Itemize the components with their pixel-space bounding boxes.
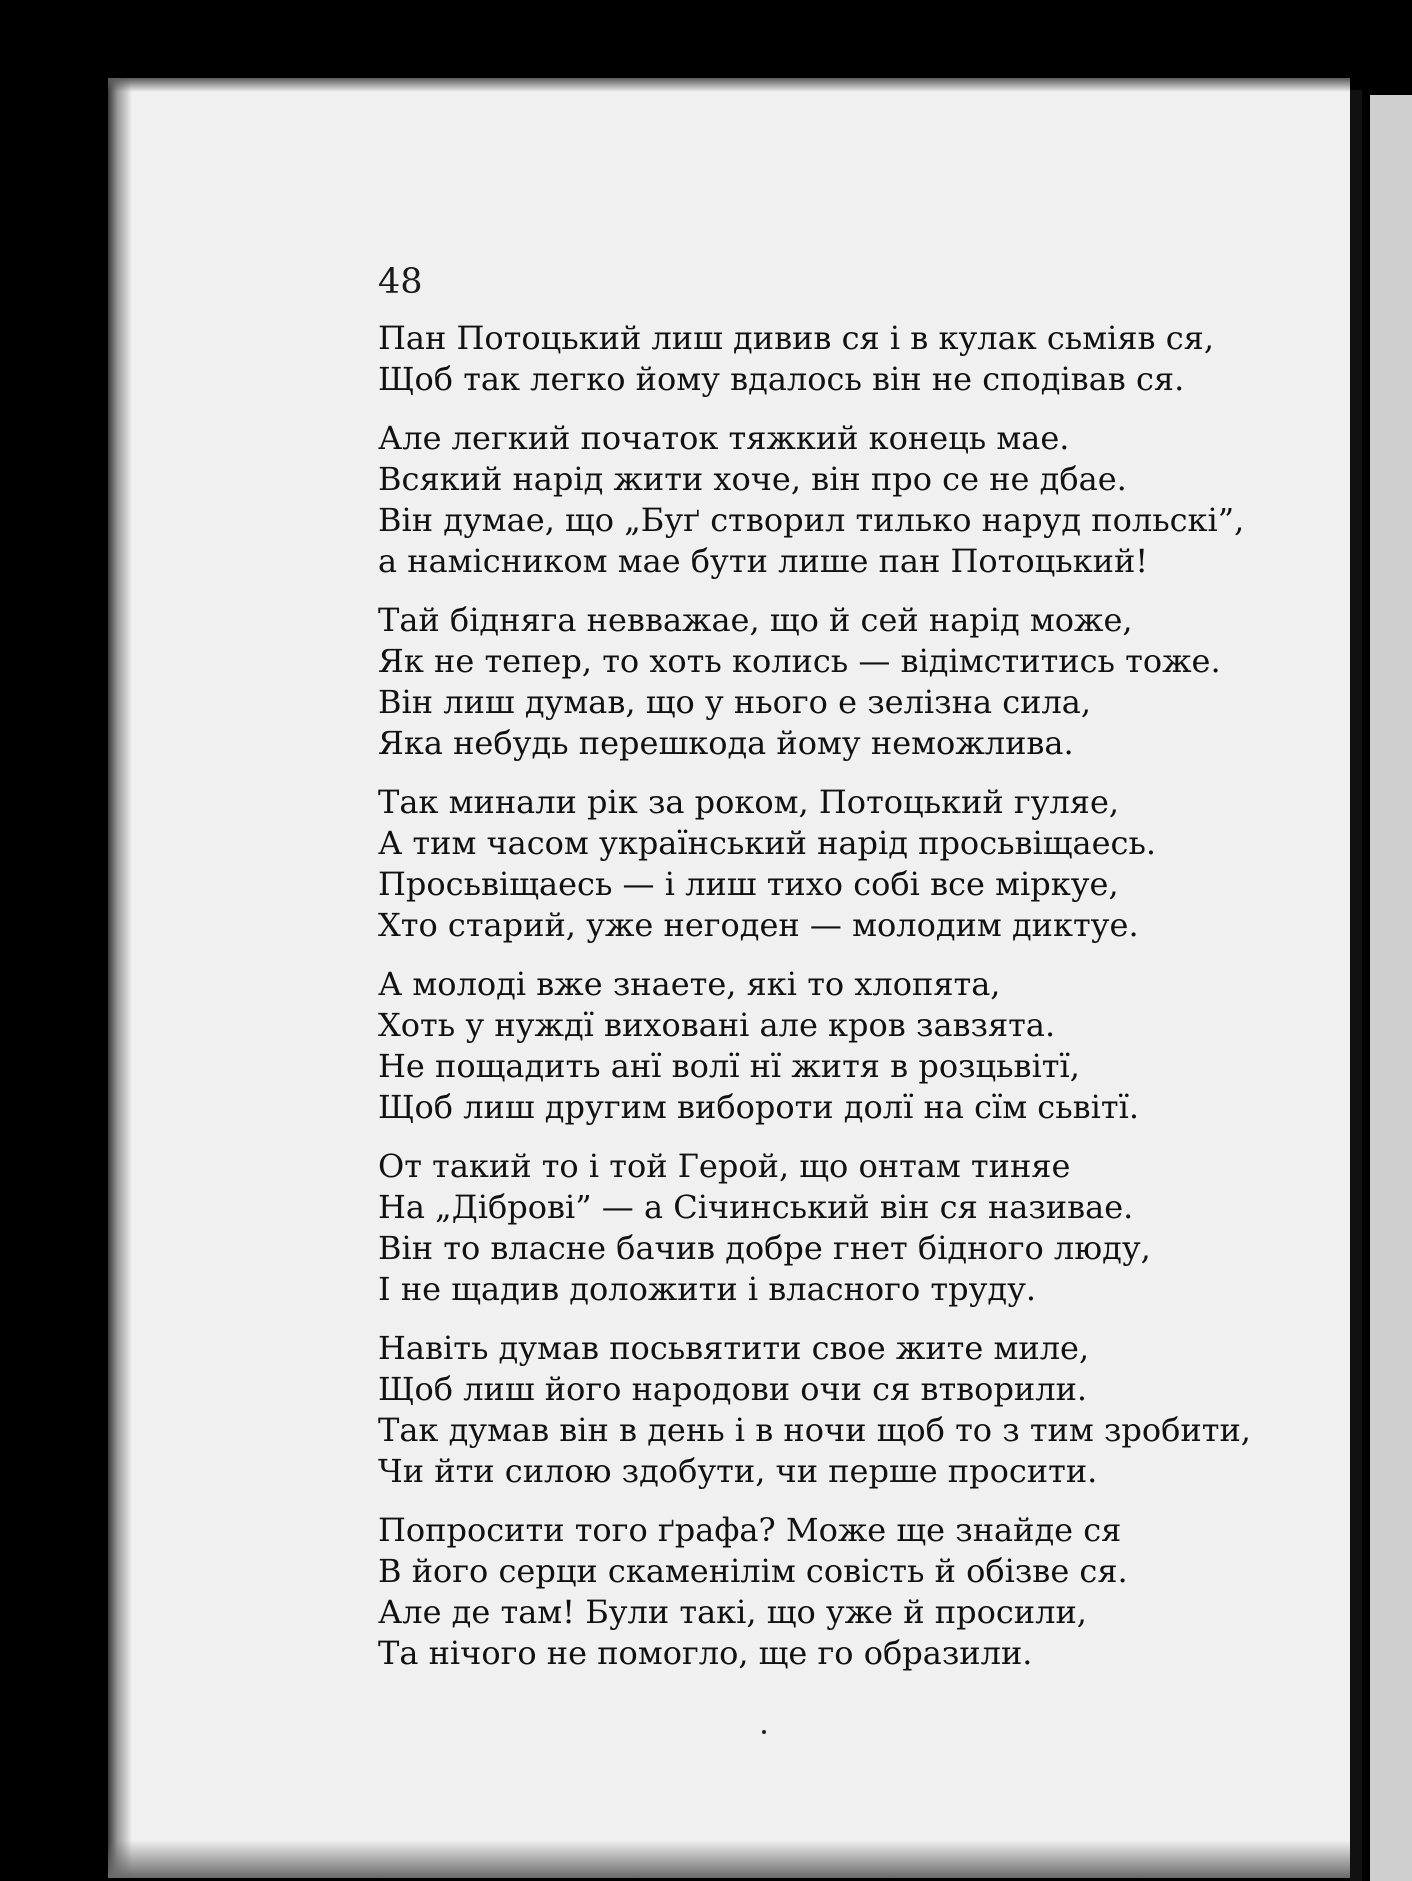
- poem-line: Та нічого не помогло, ще го образили.: [378, 1634, 1033, 1672]
- poem-line: Він то власне бачив добре гнет бідного люду,: [378, 1229, 1151, 1267]
- poem-line: Хто старий, уже негоден — молодим диктуе.: [378, 906, 1139, 944]
- poem-line: От такий то і той Герой, що онтам тиняе: [378, 1147, 1071, 1185]
- stanza: [378, 782, 1238, 946]
- stanza: [378, 418, 1245, 582]
- book-gutter: [1350, 90, 1362, 1881]
- poem-line: Просьвіщаесь — і лиш тихо собі все міркуе,: [378, 865, 1119, 903]
- poem-line: Він думае, що „Буґ створил тилько наруд польскі”,: [378, 501, 1245, 539]
- poem-line: Але де там! Були такі, що уже й просили,: [378, 1593, 1087, 1631]
- print-speck: [762, 1730, 766, 1734]
- poem-line: Як не тепер, то хоть колись — відімститись тоже.: [378, 642, 1221, 680]
- poem-line: Але легкий початок тяжкий конець мае.: [378, 419, 1070, 457]
- poem-line: Щоб так легко йому вдалось він не сподівав ся.: [378, 360, 1185, 398]
- poem-line: А тим часом український нарід просьвіщаесь.: [378, 824, 1157, 862]
- poem-line: Чи йти силою здобути, чи перше просити.: [378, 1452, 1098, 1490]
- stanza: [378, 600, 1238, 764]
- poem-line: В його серци скаменілім совість й обізве ся.: [378, 1552, 1128, 1590]
- stanza: [378, 1328, 1251, 1492]
- poem-line: Пан Потоцький лиш дивив ся і в кулак сьміяв ся,: [378, 319, 1214, 357]
- poem-line: Так минали рік за роком, Потоцький гуляе,: [378, 783, 1120, 821]
- adjacent-page-edge: [1370, 95, 1412, 1881]
- poem-line: а намісником мае бути лише пан Потоцький!: [378, 542, 1149, 580]
- poem-line: Тай бідняга невважае, що й сей нарід може,: [378, 601, 1133, 639]
- stanza: [378, 318, 1238, 400]
- poem-line: Навіть думав посьвятити свое жите миле,: [378, 1329, 1090, 1367]
- poem-line: Так думав він в день і в ночи щоб то з тим зробити,: [378, 1411, 1251, 1449]
- stanza: [378, 964, 1238, 1128]
- page-number: 48: [378, 262, 423, 302]
- poem-line: На „Діброві” — а Січинський він ся називае.: [378, 1188, 1134, 1226]
- poem-line: Всякий нарід жити хоче, він про се не дбае.: [378, 460, 1127, 498]
- poem-line: І не щадив доложити і власного труду.: [378, 1270, 1037, 1308]
- page-binding-shadow: [108, 78, 132, 1878]
- page-top-shadow: [108, 78, 1350, 92]
- page-bottom-shadow: [108, 1840, 1350, 1878]
- poem-text: [378, 318, 1251, 1692]
- poem-line: Щоб лиш другим вибороти долї на сїм сьвітї.: [378, 1088, 1139, 1126]
- poem-line: Не пощадить анї волї нї житя в розцьвітї,: [378, 1047, 1080, 1085]
- stanza: [378, 1510, 1238, 1674]
- stanza: [378, 1146, 1238, 1310]
- poem-line: Яка небудь перешкода йому неможлива.: [378, 724, 1074, 762]
- poem-line: Щоб лиш його народови очи ся втворили.: [378, 1370, 1088, 1408]
- poem-line: Попросити того ґрафа? Може ще знайде ся: [378, 1511, 1122, 1549]
- poem-line: Хоть у нуждї виховані але кров завзята.: [378, 1006, 1056, 1044]
- poem-line: А молоді вже знаете, які то хлопята,: [378, 965, 1001, 1003]
- poem-line: Він лиш думав, що у нього е зелізна сила,: [378, 683, 1092, 721]
